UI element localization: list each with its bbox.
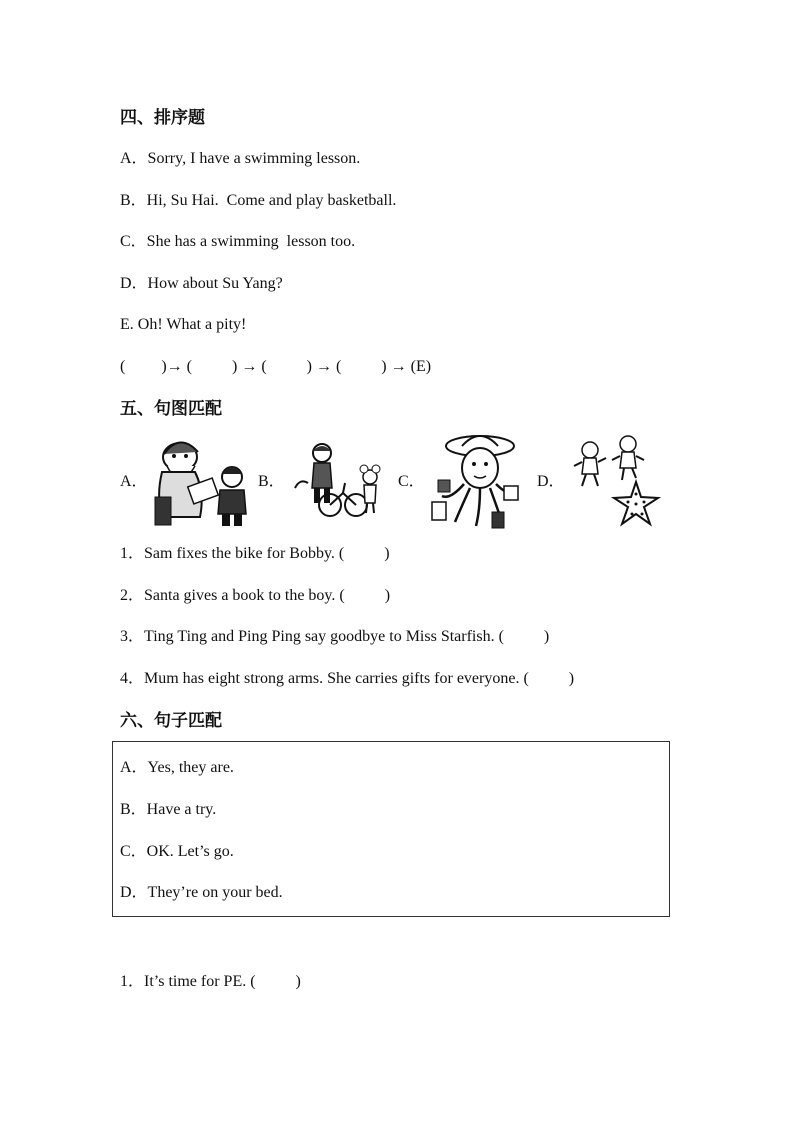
- picture-label-b: B．: [258, 473, 285, 490]
- picture-label-c: C．: [398, 473, 425, 490]
- section6-option-b: B．Have a try.: [120, 801, 217, 818]
- swimmers-starfish-picture: [570, 432, 670, 535]
- octopus-mum-picture: [430, 430, 522, 535]
- section5-item-4: 4．Mum has eight strong arms. She carries gifts for everyone. ( ): [120, 670, 575, 687]
- section4-order-line: ( )→ ( ) → ( ) → ( ) → (E): [120, 358, 432, 375]
- section4-item-c: C．She has a swimming lesson too.: [120, 233, 356, 250]
- section5-item-3: 3．Ting Ting and Ping Ping say goodbye to Miss Starfish. ( ): [120, 628, 550, 645]
- section6-option-d: D．They’re on your bed.: [120, 884, 283, 901]
- santa-boy-picture: [150, 432, 255, 535]
- section4-item-e: E. Oh! What a pity!: [120, 316, 247, 333]
- section4-item-b: B．Hi, Su Hai. Come and play basketball.: [120, 192, 397, 209]
- picture-label-a: A．: [120, 473, 148, 490]
- section6-heading: 六、句子匹配: [120, 711, 222, 731]
- section6-item-1: 1．It’s time for PE. ( ): [120, 973, 301, 990]
- section4-item-a: A．Sorry, I have a swimming lesson.: [120, 150, 361, 167]
- section5-item-1: 1．Sam fixes the bike for Bobby. ( ): [120, 545, 390, 562]
- section5-heading: 五、句图匹配: [120, 399, 222, 419]
- picture-label-d: D．: [537, 473, 565, 490]
- section6-option-c: C．OK. Let’s go.: [120, 843, 234, 860]
- section5-item-2: 2．Santa gives a book to the boy. ( ): [120, 587, 391, 604]
- section6-option-a: A．Yes, they are.: [120, 759, 234, 776]
- section4-item-d: D．How about Su Yang?: [120, 275, 283, 292]
- bike-fixing-picture: [290, 443, 382, 524]
- section4-heading: 四、排序题: [120, 108, 205, 128]
